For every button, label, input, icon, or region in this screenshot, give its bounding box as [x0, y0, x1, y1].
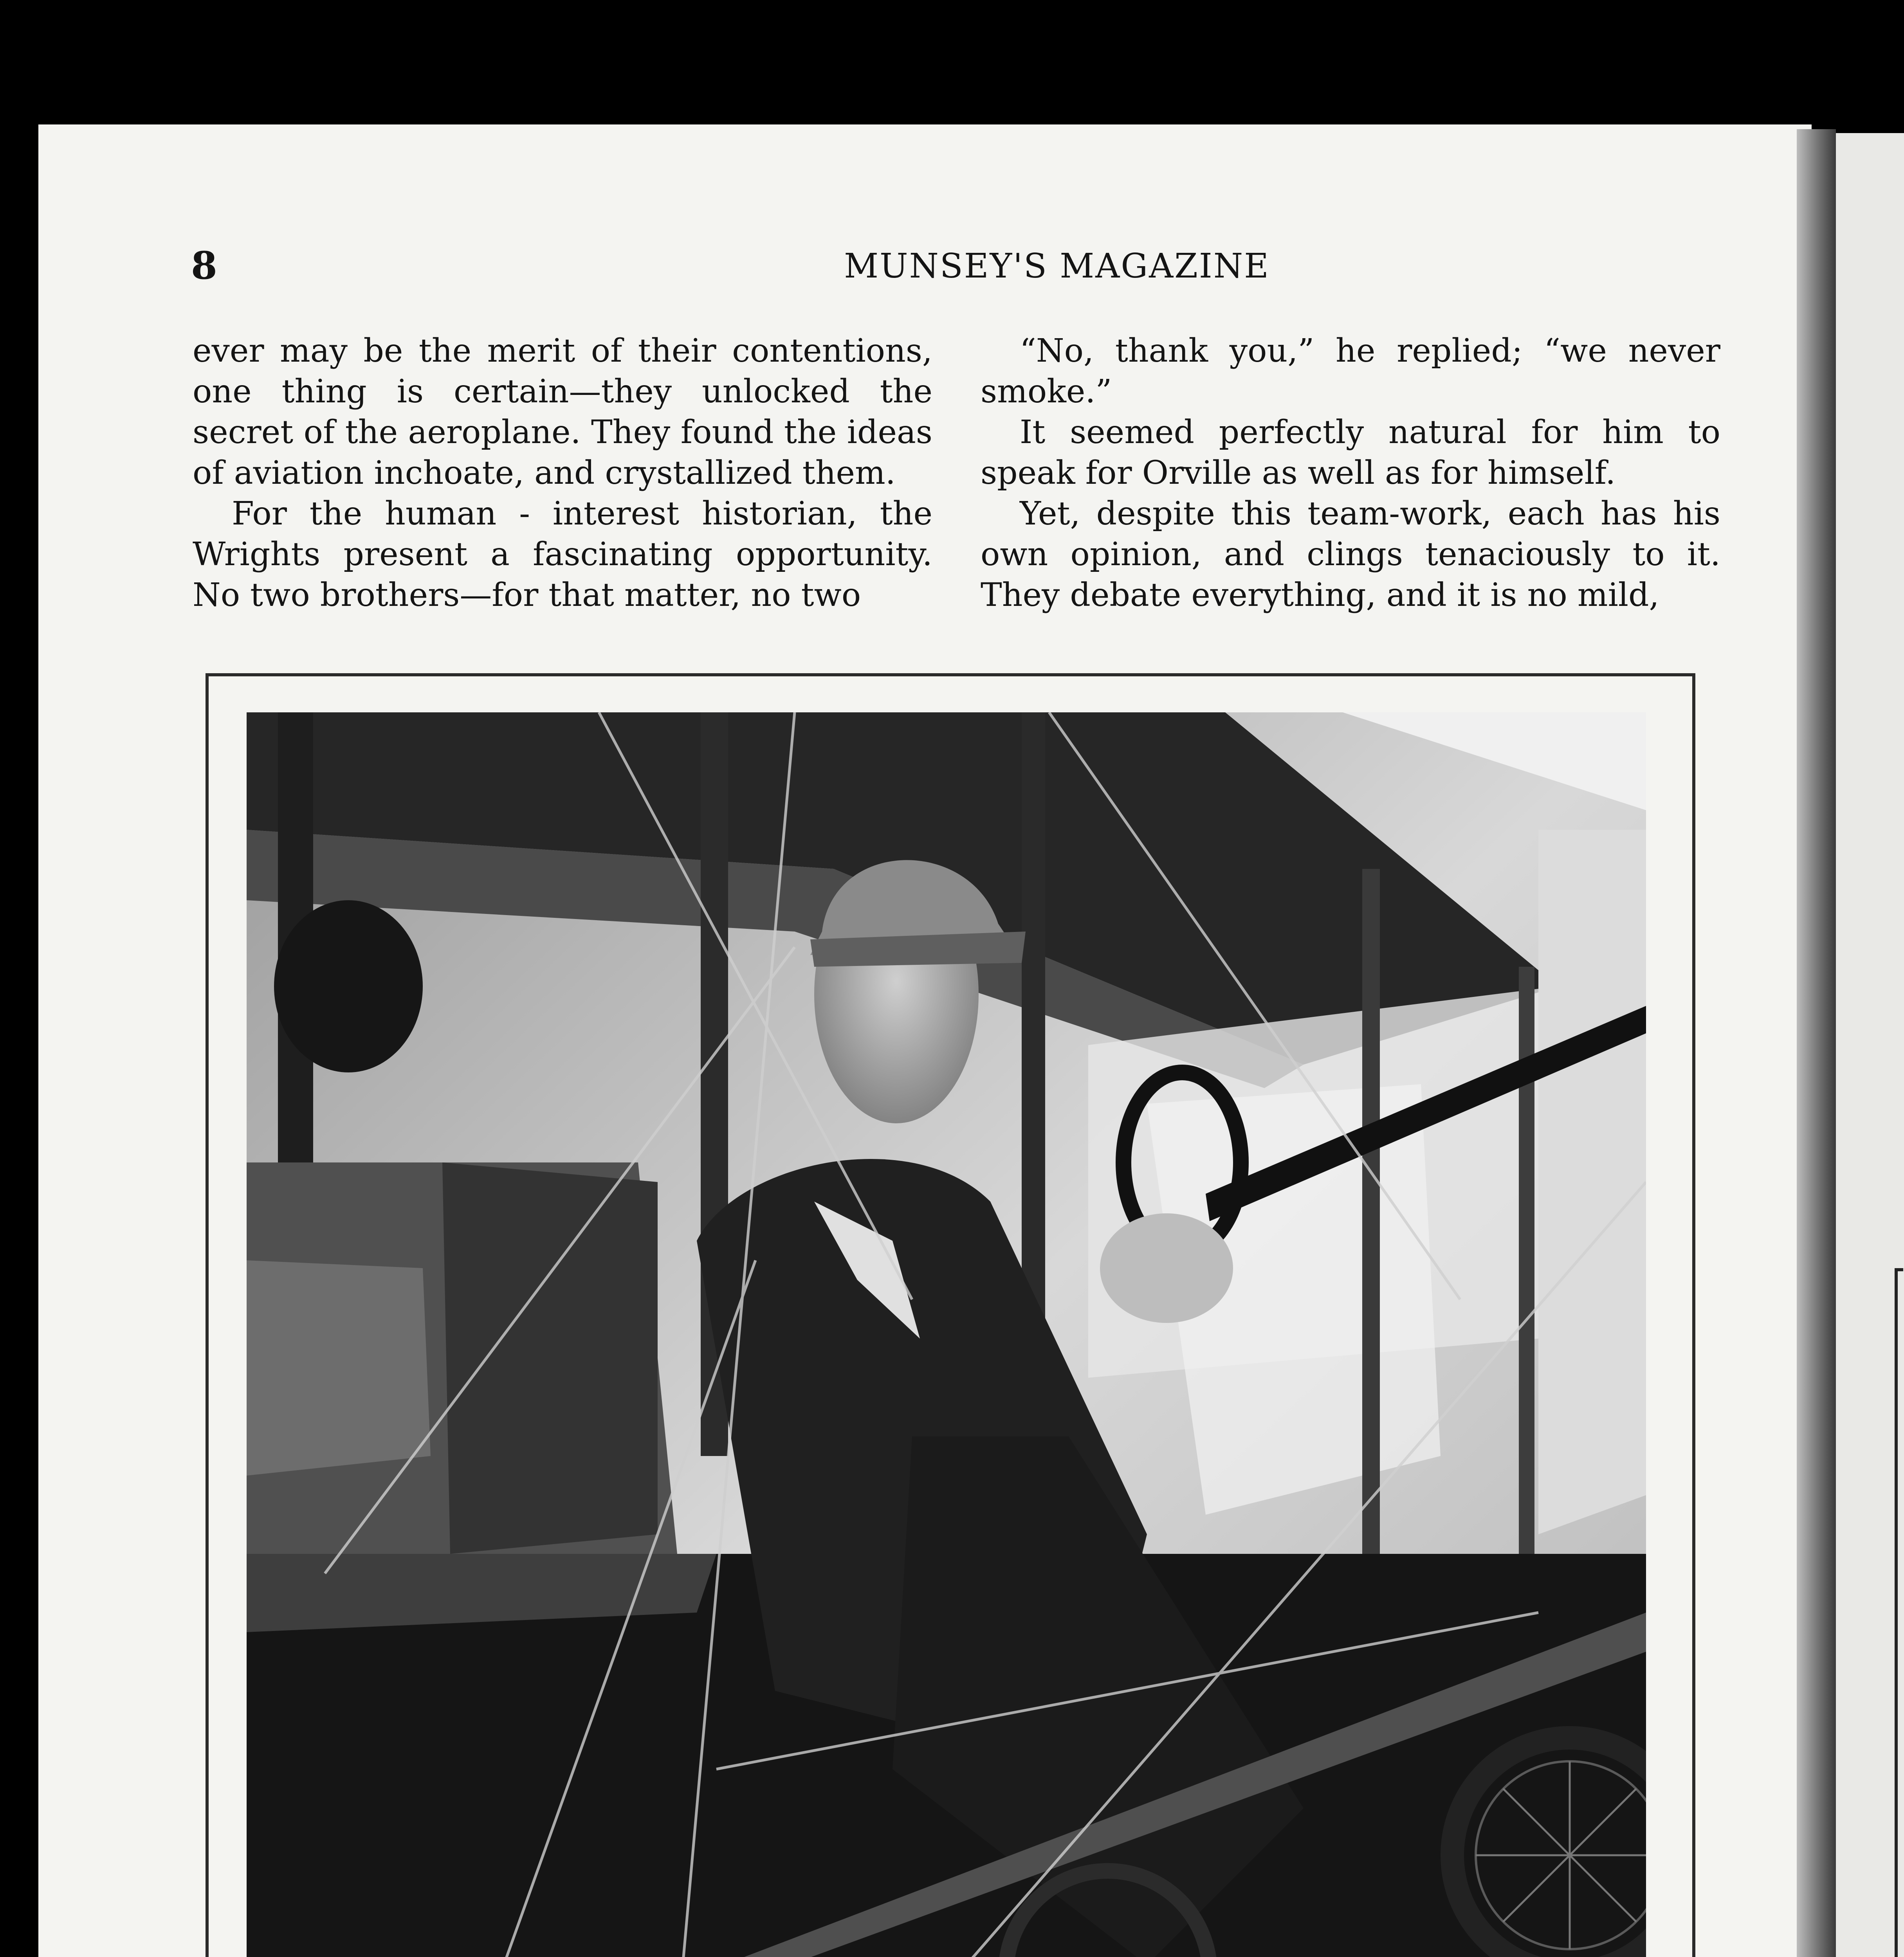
top-right-column: [981, 331, 1720, 616]
book-spine: [1797, 129, 1836, 1957]
baldwin-photograph: [247, 712, 1646, 1957]
top-left-column: [193, 331, 932, 616]
paragraph: For the human - interest historian, the Wrights present a fascinating opportunity. No two brothers—for that matter, no two: [193, 495, 932, 614]
facing-page-frame: [1895, 1268, 1903, 1957]
paragraph: ever may be the merit of their contentions, one thing is certain—they unlocked the secret of the aeroplane. They found the ideas of aviation inchoate, and crystallized them.: [193, 332, 932, 492]
facing-page-edge: [1836, 133, 1904, 1957]
page-number: 8: [191, 243, 217, 288]
paragraph: “No, thank you,” he replied; “we never smoke.”: [981, 332, 1720, 410]
photograph-image: [247, 712, 1646, 1957]
paragraph: Yet, despite this team-work, each has his own opinion, and clings tenaciously to it. They debate everything, and it is no mild,: [981, 495, 1720, 614]
paragraph: It seemed perfectly natural for him to speak for Orville as well as for himself.: [981, 414, 1720, 492]
running-head: MUNSEY'S MAGAZINE: [844, 247, 1270, 286]
